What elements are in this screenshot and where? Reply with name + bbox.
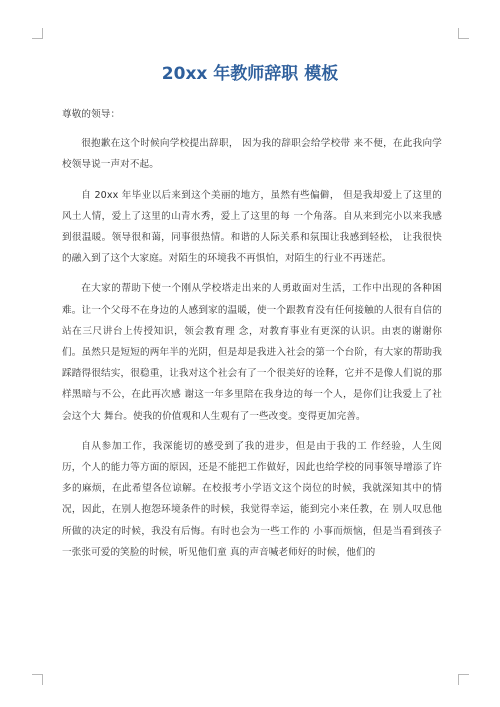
crop-mark-top-left — [32, 28, 43, 39]
crop-mark-bottom-left — [32, 674, 43, 685]
paragraph-2: 自 20xx 年毕业以后来到这个美丽的地方，虽然有些偏僻， 但是我却爱上了这里的风土人情，爱上了这里的山青水秀，爱上了这里的每 一个角落。自从来到完小以来我感到很温暖。领导很和蔼，同事很热情。和谐的人际关系和氛围让我感到轻松， 让我很快的融入到了这个大家庭。对陌生的环境我不再惧怕，对陌生的行业不再迷茫。 — [62, 189, 442, 265]
paragraph-1: 很抱歉在这个时候向学校提出辞职， 因为我的辞职会给学校带 来不便，在此我向学校领导说一声对不起。 — [62, 138, 442, 171]
crop-mark-bottom-right — [458, 674, 469, 685]
crop-mark-top-right — [458, 28, 469, 39]
paragraph-4: 自从参加工作，我深能切的感受到了我的进步，但是由于我的工 作经验，人生阅历，个人的能力等方面的原因，还是不能把工作做好，因此也给学校的同事领导增添了许多的麻烦，在此希望各位谅解。在校报考小学语文这个岗位的时候，我就深知其中的情况，因此，在别人抱怨环境条件的时候，我觉得幸运，能到完小来任教，在 别人叹息他所做的决定的时候，我没有后悔。有时也会为一些工作的 小事而烦恼，但是当看到孩子一张张可爱的笑脸的时候，听见他们童 真的声音喊老师好的时候，他们的 — [62, 440, 442, 558]
salutation: 尊敬的领导： — [62, 109, 121, 120]
document-title: 20xx 年教师辞职 模板 — [161, 64, 339, 84]
paragraph-3: 在大家的帮助下使一个刚从学校塔走出来的人勇敢面对生活，工作中出现的各种困难。让一个父母不在身边的人感到家的温暖，使一个跟教育没有任何接触的人很有自信的站在三尺讲台上传授知识，领会教育理 念，对教育事业有更深的认识。由衷的谢谢你们。虽然只是短短的两年半的光阴，但是却是我进入社会的第一个台阶，有大家的帮助我踩踏得很结实，很稳重，让我对这个社会有了一个很美好的诠释，它并不是像人们说的那样黑暗与不公，在此再次感 谢这一年多里陪在我身边的每一个人，是你们让我爱上了社会这个大 舞台。使我的价值观和人生观有了一些改变。变得更加完善。 — [62, 283, 442, 422]
document-body — [62, 104, 442, 572]
